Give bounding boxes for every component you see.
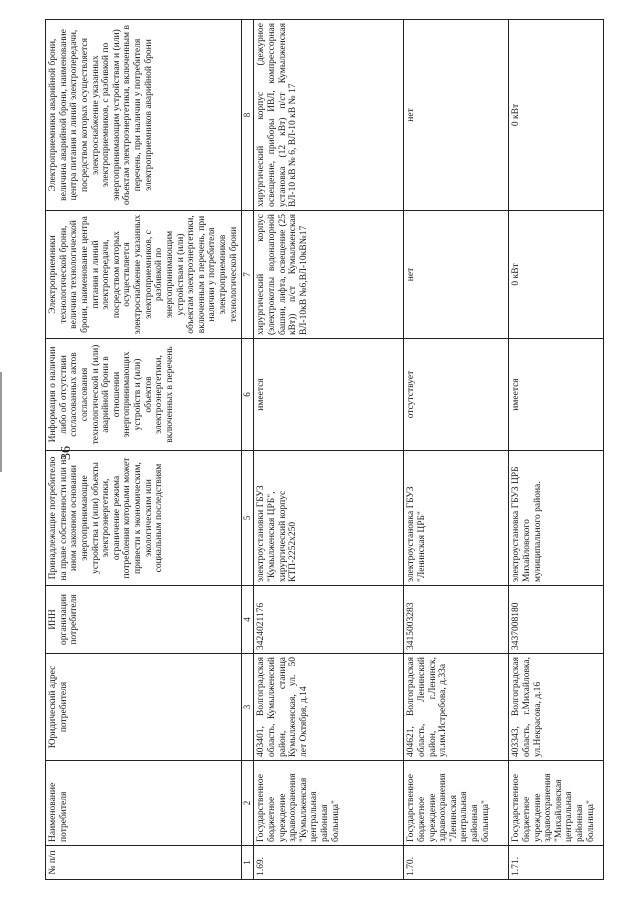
- header-cell: Электроприемники аварийной брони, величина аварийной брони, наименование центра питания и линий электропередачи, посредством которых осуществляется электроснабжение указанных электроприемников, с разбивкой по энергопринимающим устройствам и (или) объектам электроэнергетики, включенным в перечень, при наличии у потребителя электроприемников аварийной брони: [46, 20, 242, 211]
- tech-reserve: хирургический корпус (электрокотлы водонапорной башни, лифта, освещение (25 кВт)) п/ст Кумылженская ВЛ-10кВ №6,ВЛ-10кВ№17: [254, 211, 404, 339]
- column-number: 6: [242, 339, 254, 451]
- header-row: [46, 20, 242, 880]
- emergency-reserve: нет: [404, 20, 509, 211]
- row-number: 1.69.: [254, 846, 404, 880]
- emergency-reserve: хирургический корпус (дежурное освещение, приборы ИВЛ, компрессорная установка (12 кВт) п/ст Кумылженская ВЛ-10 кВ № 6, ВЛ-10 кВ № 17: [254, 20, 404, 211]
- column-number: 4: [242, 586, 254, 654]
- row-number: 1.71.: [509, 846, 604, 880]
- column-number-row: [242, 20, 254, 880]
- column-number: 3: [242, 654, 254, 761]
- consumer-table: [45, 19, 604, 880]
- table-row: [254, 20, 404, 880]
- column-number: 1: [242, 846, 254, 880]
- acts-status: имеется: [509, 339, 604, 451]
- page-number: 36: [59, 446, 74, 460]
- consumer-devices: электроустановки ГБУЗ "Кумылженская ЦРБ", хирургический корпус КТП-2252х250: [254, 451, 404, 586]
- rotated-page: [45, 20, 615, 880]
- consumer-address: 403401, Волгоградская область, Кумылженский район, станица Кумылженская, ул. 50 лет Октября, д.14: [254, 654, 404, 761]
- consumer-name: Государственное бюджетное учреждение здравоохранения "Михайловская центральная районная больница": [509, 761, 604, 846]
- header-cell: Наименование потребителя: [46, 761, 242, 846]
- consumer-inn: 3424021176: [254, 586, 404, 654]
- table-row: [509, 20, 604, 880]
- header-cell: Принадлежащие потребителю на праве собственности или на ином законном основании энергопринимающие устройства и (или) объекты электроэнергетики, ограничение режима потребления которыми может привести к экономическим, экологическим или социальным последствиям: [46, 451, 242, 586]
- consumer-devices: электроустановка ГБУЗ ЦРБ Михайловского муниципального района.: [509, 451, 604, 586]
- table-row: [404, 20, 509, 880]
- tech-reserve: нет: [404, 211, 509, 339]
- consumer-inn: 3415003283: [404, 586, 509, 654]
- header-cell: Электроприемники технологической брони, величина технологической брони, наименование центра питания и линий электропередачи, посредством которых осуществляется электроснабжение указанных электроприемников, с разбивкой по энергопринимающим устройствам и (или) объектам электроэнергетики, включенным в перечень, при наличии у потребителя электроприемников технологической брони: [46, 211, 242, 339]
- row-number: 1.70.: [404, 846, 509, 880]
- acts-status: отсутствует: [404, 339, 509, 451]
- acts-status: имеется: [254, 339, 404, 451]
- consumer-name: Государственное бюджетное учреждение здравоохранения "Кумылженская центральная районная больница": [254, 761, 404, 846]
- consumer-name: Государственное бюджетное учреждение здравоохранения "Ленинская центральная районная больница": [404, 761, 509, 846]
- consumer-address: 403343, Волгоградская область, г.Михайловка, ул.Некрасова, д.16: [509, 654, 604, 761]
- header-cell: ИНН организации потребителя: [46, 586, 242, 654]
- header-cell: Юридический адрес потребителя: [46, 654, 242, 761]
- consumer-inn: 3437008180: [509, 586, 604, 654]
- column-number: 5: [242, 451, 254, 586]
- header-cell: Информация о наличии либо об отсутствии согласованных актов согласования технологической и (или) аварийной брони в отношении энергопринимающих устройств и (или) объектов электроэнергетики, включенных в перечень: [46, 339, 242, 451]
- emergency-reserve: 0 кВт: [509, 20, 604, 211]
- consumer-devices: электроустановка ГБУЗ "Ленинская ЦРБ": [404, 451, 509, 586]
- column-number: 7: [242, 211, 254, 339]
- scan-margin-line: [0, 372, 8, 472]
- tech-reserve: 0 кВт: [509, 211, 604, 339]
- consumer-address: 404621, Волгоградская область, Ленинский район, г.Ленинск, ул.им.Истребова, д.33а: [404, 654, 509, 761]
- column-number: 8: [242, 20, 254, 211]
- header-cell: № п/п: [46, 846, 242, 880]
- column-number: 2: [242, 761, 254, 846]
